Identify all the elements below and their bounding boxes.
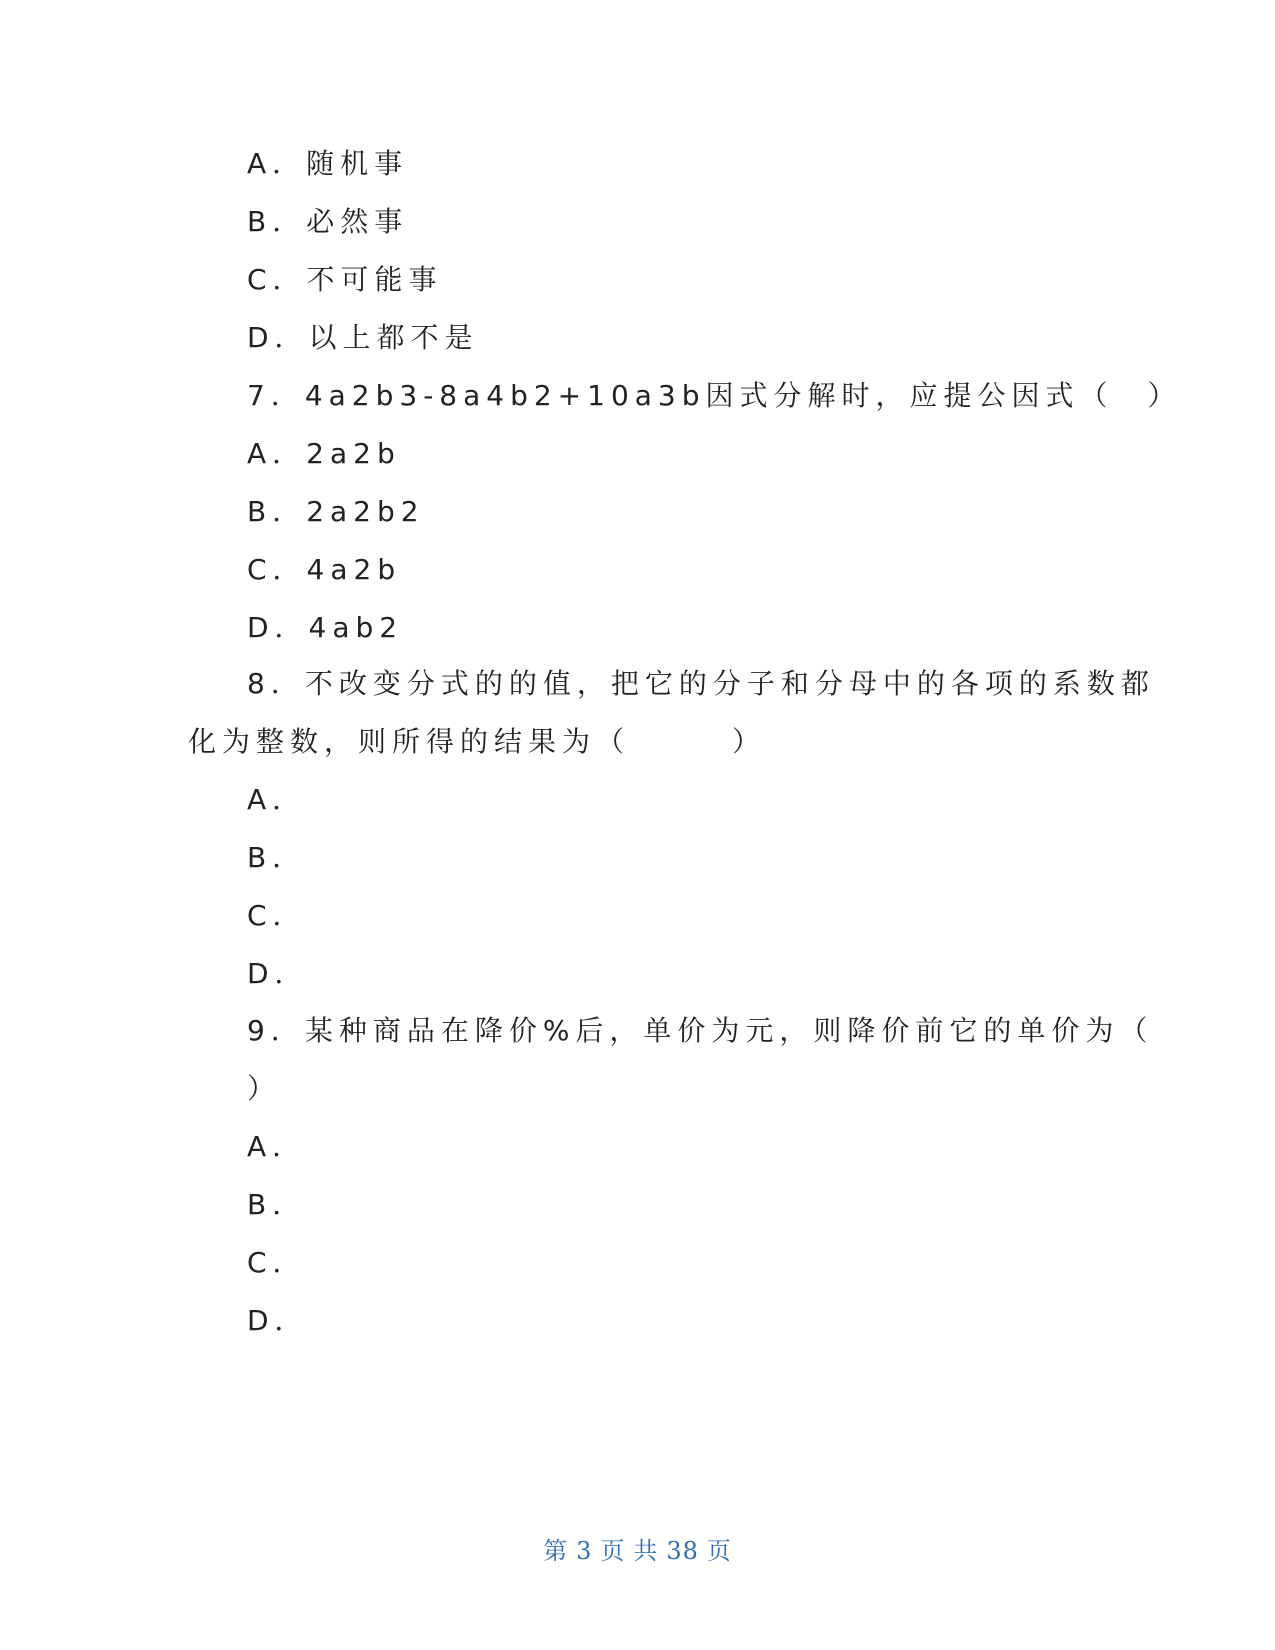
q9-stem-line1: 9．某种商品在降价%后，单价为元，则降价前它的单价为（ <box>247 1014 1154 1047</box>
q8-stem-line1: 8．不改变分式的的值，把它的分子和分母中的各项的系数都 <box>247 667 1155 700</box>
q8-option-a: A． <box>247 783 307 816</box>
q8-option-b: B． <box>247 841 307 874</box>
q9-option-a: A． <box>247 1130 307 1163</box>
q7-option-c: C．4a2b <box>247 553 402 586</box>
q7-option-a: A．2a2b <box>247 437 401 470</box>
q9-option-c: C． <box>247 1246 307 1279</box>
footer-gong: 共 <box>633 1537 659 1565</box>
footer-ye-2: 页 <box>706 1537 732 1565</box>
footer-page-number: 3 <box>576 1537 593 1565</box>
q7-option-b: B．2a2b2 <box>247 495 425 528</box>
q7-option-d: D．4ab2 <box>247 611 404 644</box>
q8-stem-line2: 化为整数，则所得的结果为（ ） <box>188 725 767 758</box>
q6-option-a: A．随机事 <box>247 147 409 180</box>
q9-option-d: D． <box>247 1304 309 1337</box>
q9-stem-line2: ） <box>247 1072 282 1105</box>
footer-ye: 页 <box>600 1537 626 1565</box>
q8-option-d: D． <box>247 957 309 990</box>
footer-di: 第 <box>543 1537 569 1565</box>
q9-option-b: B． <box>247 1188 307 1221</box>
footer-total-pages: 38 <box>666 1537 699 1565</box>
q6-option-d: D．以上都不是 <box>247 321 479 354</box>
q8-option-c: C． <box>247 899 307 932</box>
q7-stem: 7．4a2b3-8a4b2+10a3b因式分解时，应提公因式（ ） <box>247 379 1182 412</box>
q6-option-b: B．必然事 <box>247 205 409 238</box>
page-footer <box>0 1531 1275 1566</box>
q6-option-c: C．不可能事 <box>247 263 443 296</box>
